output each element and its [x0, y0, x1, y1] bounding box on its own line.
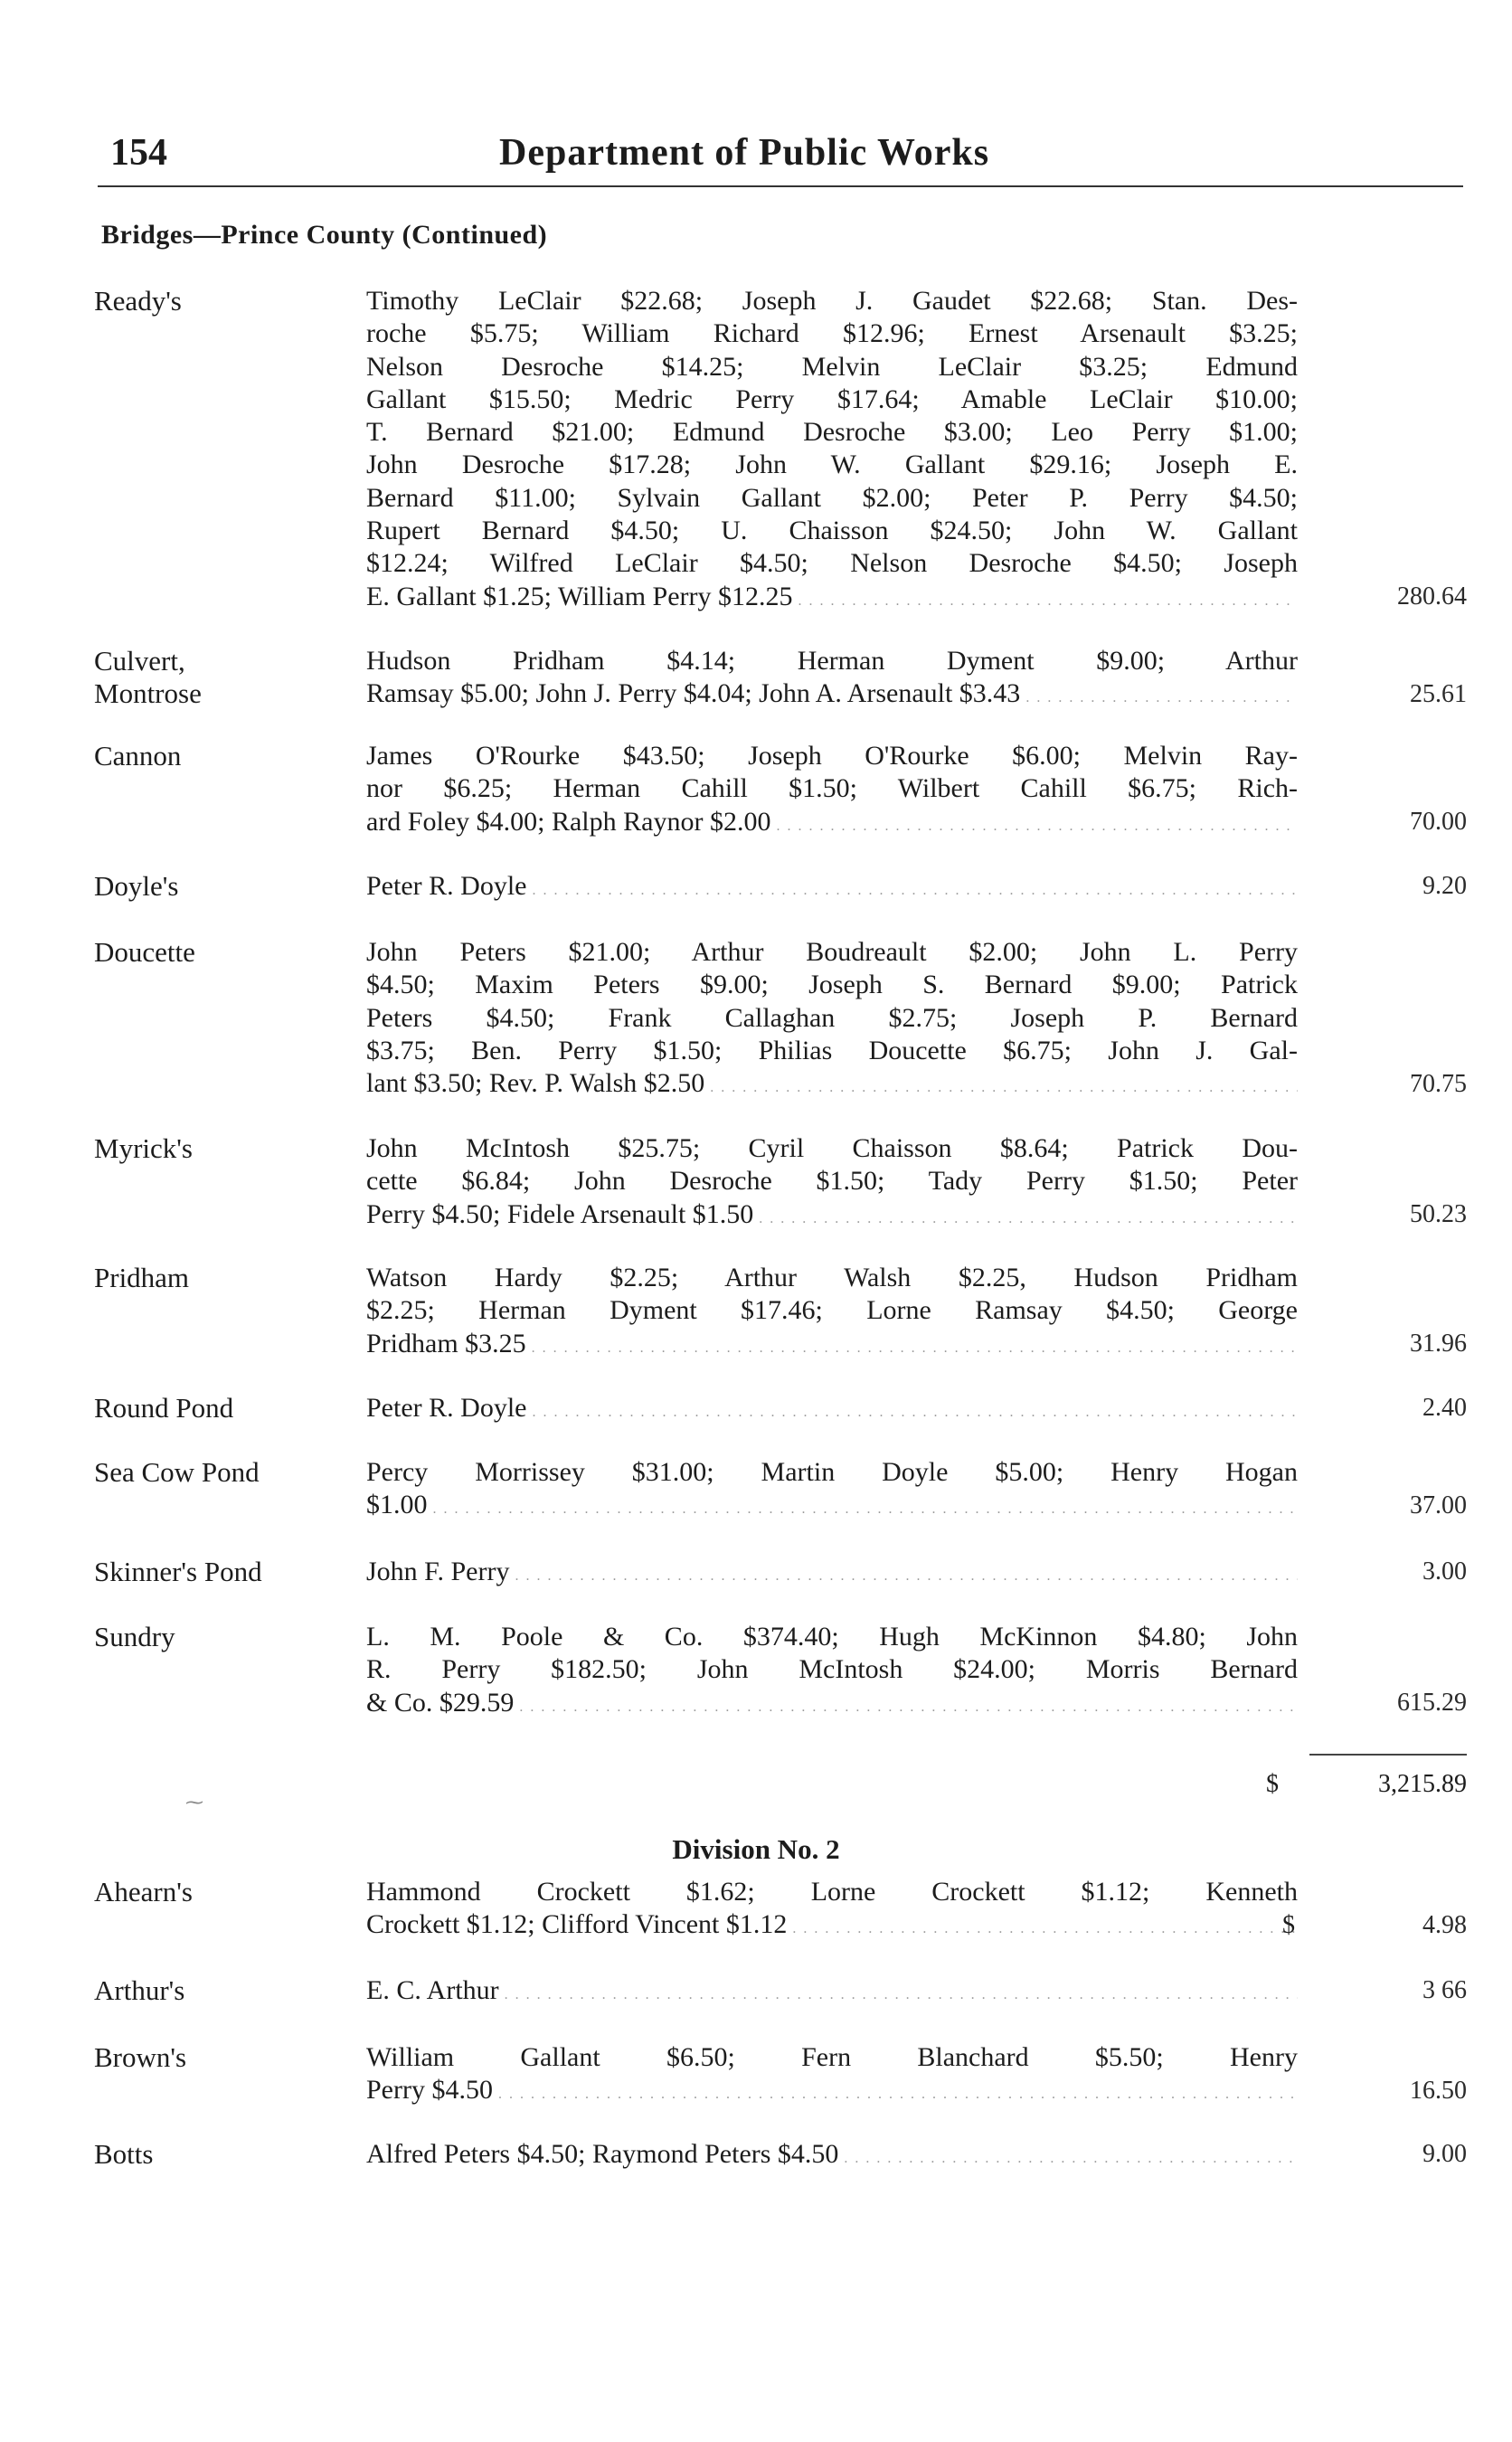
entry-amount: 16.50 [1410, 2076, 1467, 2105]
payee-line-text: ard Foley $4.00; Ralph Raynor $2.00 . . . [366, 807, 1298, 837]
entry-myrick-s [0, 1132, 1512, 1231]
payee-line [366, 1974, 1298, 2011]
payee-line: Watson Hardy $2.25; Arthur Walsh $2.25, Hudson Pridham [366, 1263, 1298, 1292]
payee-line: Hammond Crockett $1.62; Lorne Crockett $1.12; Kenneth [366, 1877, 1298, 1907]
entry-amount: 70.75 [1410, 1069, 1467, 1098]
entry-payees [366, 285, 1298, 618]
payee-line-text: Alfred Peters $4.50; Raymond Peters $4.50 . . . [366, 2139, 1298, 2169]
entry-brown-s [0, 2041, 1512, 2107]
entry-sundry [0, 1621, 1512, 1719]
payee-line: John Desroche $17.28; John W. Gallant $29.16; Joseph E. [366, 450, 1298, 480]
payee-line [366, 806, 1298, 843]
entry-amount: 9.20 [1422, 872, 1467, 901]
payee-line-text: & Co. $29.59 . . . [366, 1688, 1298, 1718]
payee-line: Timothy LeClair $22.68; Joseph J. Gaudet $22.68; Stan. Des- [366, 286, 1298, 316]
entry-amount: 4.98 [1422, 1910, 1467, 1939]
payee-line-text: John F. Perry . . . [366, 1557, 1298, 1586]
division-2-title: Division No. 2 [672, 1833, 840, 1865]
entry-cannon [0, 740, 1512, 838]
total-currency: $ [1266, 1770, 1279, 1798]
entry-payees [366, 740, 1298, 843]
payee-line: $4.50; Maxim Peters $9.00; Joseph S. Bernard $9.00; Patrick [366, 970, 1298, 1000]
payee-line [366, 581, 1298, 618]
entry-payees [366, 870, 1298, 907]
payee-line: nor $6.25; Herman Cahill $1.50; Wilbert Cahill $6.75; Rich- [366, 773, 1298, 804]
entry-payees [366, 1132, 1298, 1235]
entry-amount: 9.00 [1422, 2140, 1467, 2169]
payee-line-text: Peter R. Doyle . . . [366, 1393, 1298, 1423]
entry-amount: 50.23 [1410, 1199, 1467, 1228]
entry-location: Brown's [94, 2041, 187, 2073]
payee-line: John McIntosh $25.75; Cyril Chaisson $8.64; Patrick Dou- [366, 1133, 1298, 1163]
entry-location: Skinner's Pond [94, 1556, 262, 1587]
entry-payees [366, 1556, 1298, 1593]
payee-line [366, 1908, 1298, 1945]
payee-line [366, 1687, 1298, 1724]
payee-line-text: lant $3.50; Rev. P. Walsh $2.50 . . . [366, 1068, 1298, 1098]
payee-line-text: Perry $4.50 . . . [366, 2075, 1298, 2105]
entry-pridham [0, 1262, 1512, 1360]
entry-amount: 25.61 [1410, 679, 1467, 708]
entry-payees [366, 1456, 1298, 1527]
payee-line: Rupert Bernard $4.50; U. Chaisson $24.50; John W. Gallant [366, 516, 1298, 546]
payee-line: R. Perry $182.50; John McIntosh $24.00; Morris Bernard [366, 1654, 1298, 1685]
entry-amount: 31.96 [1410, 1329, 1467, 1358]
page-title: Department of Public Works [499, 132, 990, 174]
entry-skinner-s-pond [0, 1556, 1512, 1588]
entry-botts [0, 2138, 1512, 2171]
entry-location: Sundry [94, 1621, 175, 1652]
entry-payees [366, 1621, 1298, 1724]
page-number: 154 [110, 132, 167, 174]
entry-payees [366, 2041, 1298, 2112]
payee-line-text: E. Gallant $1.25; William Perry $12.25 . . . [366, 582, 1298, 611]
entry-sea-cow-pond [0, 1456, 1512, 1522]
payee-line: William Gallant $6.50; Fern Blanchard $5.50; Henry [366, 2042, 1298, 2072]
entry-payees [366, 1876, 1298, 1946]
entry-amount: 280.64 [1397, 582, 1467, 610]
entry-payees [366, 645, 1298, 715]
entry-location: Doucette [94, 936, 195, 968]
payee-line: James O'Rourke $43.50; Joseph O'Rourke $6.00; Melvin Ray- [366, 741, 1298, 771]
entry-location: Doyle's [94, 870, 179, 902]
total-rule [1309, 1754, 1467, 1756]
entry-payees [366, 1392, 1298, 1429]
entry-amount: 615.29 [1397, 1688, 1467, 1717]
payee-line [366, 1392, 1298, 1429]
payee-line: Peters $4.50; Frank Callaghan $2.75; Joseph P. Bernard [366, 1002, 1298, 1033]
section-title: Bridges—Prince County (Continued) [101, 220, 548, 250]
entry-location: Sea Cow Pond [94, 1456, 260, 1488]
payee-line: cette $6.84; John Desroche $1.50; Tady Perry $1.50; Peter [366, 1166, 1298, 1197]
payee-line [366, 1328, 1298, 1365]
payee-line [366, 2138, 1298, 2175]
payee-line: $3.75; Ben. Perry $1.50; Philias Doucette $6.75; John J. Gal- [366, 1035, 1298, 1065]
payee-line-text: Perry $4.50; Fidele Arsenault $1.50 . . . [366, 1199, 1298, 1229]
entry-doucette [0, 936, 1512, 1101]
payee-line: Nelson Desroche $14.25; Melvin LeClair $3.25; Edmund [366, 351, 1298, 382]
payee-line [366, 2074, 1298, 2111]
entry-ready-s [0, 285, 1512, 613]
entry-doyle-s [0, 870, 1512, 903]
payee-line: $2.25; Herman Dyment $17.46; Lorne Ramsay $4.50; George [366, 1295, 1298, 1326]
payee-line: Gallant $15.50; Medric Perry $17.64; Amable LeClair $10.00; [366, 383, 1298, 414]
payee-line-text: Ramsay $5.00; John J. Perry $4.04; John A. Arsenault $3.43 . . . [366, 678, 1298, 708]
payee-line [366, 1489, 1298, 1526]
entry-amount: 2.40 [1422, 1394, 1467, 1423]
payee-line [366, 870, 1298, 907]
entry-location: Ahearn's [94, 1876, 193, 1907]
total-value: 3,215.89 [1378, 1770, 1467, 1798]
payee-line [366, 1198, 1298, 1235]
payee-line-text: Pridham $3.25 . . . [366, 1329, 1298, 1358]
entry-location: Arthur's [94, 1974, 185, 2006]
entry-amount: 37.00 [1410, 1491, 1467, 1519]
entry-amount: 3 66 [1422, 1976, 1467, 2005]
payee-line-text: Peter R. Doyle . . . [366, 871, 1298, 901]
entry-ahearn-s [0, 1876, 1512, 1942]
entry-amount: 70.00 [1410, 807, 1467, 836]
entry-payees [366, 1974, 1298, 2011]
payee-line [366, 1067, 1298, 1104]
payee-line: $12.24; Wilfred LeClair $4.50; Nelson Desroche $4.50; Joseph [366, 548, 1298, 579]
entry-location: Round Pond [94, 1392, 234, 1424]
payee-line: T. Bernard $21.00; Edmund Desroche $3.00; Leo Perry $1.00; [366, 417, 1298, 448]
payee-line-text: Crockett $1.12; Clifford Vincent $1.12 . . . [366, 1909, 1298, 1939]
entry-currency: $ [1282, 1910, 1295, 1939]
payee-line-text: E. C. Arthur . . . [366, 1975, 1298, 2005]
entry-payees [366, 1262, 1298, 1365]
entry-payees [366, 2138, 1298, 2175]
payee-line-text: $1.00 . . . [366, 1490, 1298, 1519]
page-header [98, 131, 1463, 187]
entry-location: Ready's [94, 285, 182, 317]
entry-amount: 3.00 [1422, 1557, 1467, 1586]
payee-line [366, 1556, 1298, 1593]
entry-location: Botts [94, 2138, 154, 2170]
payee-line: John Peters $21.00; Arthur Boudreault $2.00; John L. Perry [366, 937, 1298, 967]
payee-line: Hudson Pridham $4.14; Herman Dyment $9.00; Arthur [366, 646, 1298, 676]
entry-round-pond [0, 1392, 1512, 1424]
scan-smudge: ⁓ [185, 1793, 203, 1813]
entry-location: Pridham [94, 1262, 190, 1293]
entry-location: Culvert, Montrose [94, 645, 202, 709]
payee-line [366, 677, 1298, 715]
entry-arthur-s [0, 1974, 1512, 2007]
entry-location: Myrick's [94, 1132, 193, 1164]
entry-payees [366, 936, 1298, 1104]
payee-line: Bernard $11.00; Sylvain Gallant $2.00; Peter P. Perry $4.50; [366, 482, 1298, 513]
entry-culvert-montrose [0, 645, 1512, 711]
entry-location: Cannon [94, 740, 182, 771]
payee-line: roche $5.75; William Richard $12.96; Ernest Arsenault $3.25; [366, 318, 1298, 349]
payee-line: Percy Morrissey $31.00; Martin Doyle $5.00; Henry Hogan [366, 1457, 1298, 1487]
payee-line: L. M. Poole & Co. $374.40; Hugh McKinnon $4.80; John [366, 1622, 1298, 1652]
